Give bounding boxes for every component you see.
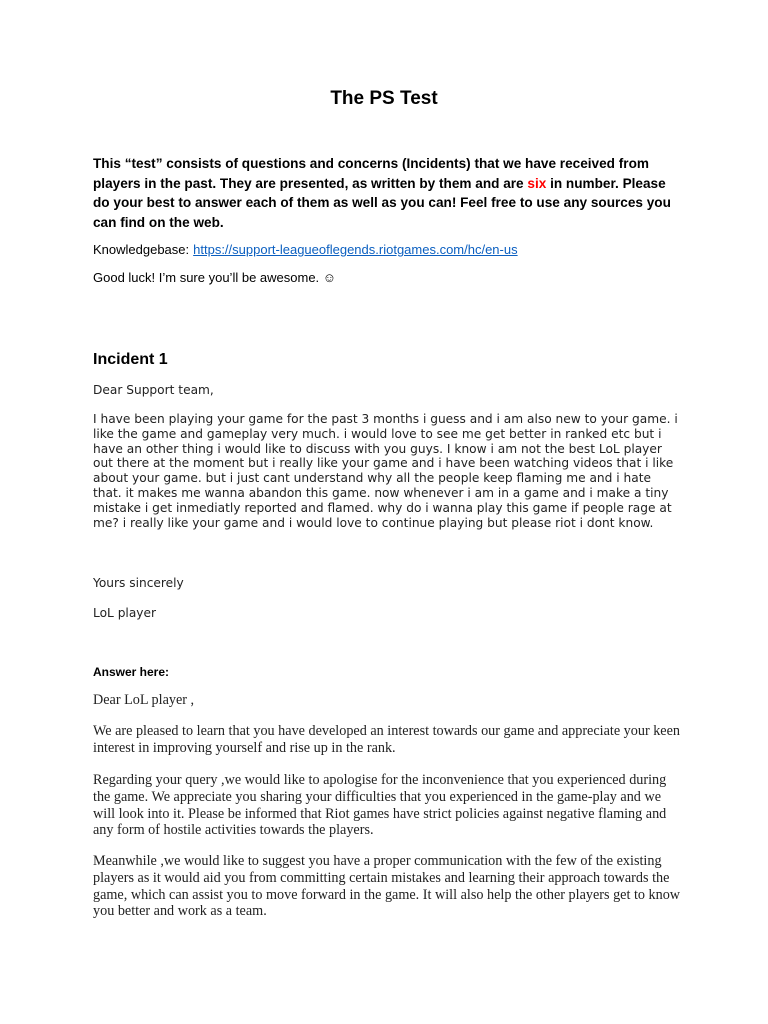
page-title: The PS Test <box>330 88 438 109</box>
knowledgebase-label: Knowledgebase: <box>93 242 190 257</box>
answer-paragraph: Meanwhile ,we would like to suggest you have a proper communication with the few of the existing players as it would aid you from committing certain mistakes and learning their approach towards the game, which can assist you to move forward in the game. It will also help the other players get to know you better and work as a team. <box>93 853 681 920</box>
letter-closing: Yours sincerely <box>93 576 184 590</box>
intro-highlight: six <box>527 175 547 191</box>
intro-paragraph <box>93 154 683 232</box>
answer-label: Answer here: <box>93 665 170 679</box>
knowledgebase-link[interactable]: https://support-leagueoflegends.riotgames.com/hc/en-us <box>193 242 518 257</box>
letter-signature: LoL player <box>93 606 157 620</box>
intro-text-1: This “test” consists of questions and concerns (Incidents) that we have received from players in the past. They are presented, as written by them and are <box>93 156 649 191</box>
answer-paragraph: We are pleased to learn that you have developed an interest towards our game and appreciate your keen interest in improving yourself and rise up in the rank. <box>93 723 680 756</box>
knowledgebase-line <box>93 241 693 258</box>
good-luck-text: Good luck! I’m sure you’ll be awesome. ☺ <box>93 270 337 285</box>
answer-paragraph: Regarding your query ,we would like to apologise for the inconvenience that you experienced during the game. We appreciate you sharing your difficulties that you experienced in the game-play and we will look into it. Please be informed that Riot games have strict policies against negative flaming and any form of hostile activities towards the players. <box>93 772 667 839</box>
answer-greeting: Dear LoL player , <box>93 692 195 708</box>
letter-greeting: Dear Support team, <box>93 383 214 397</box>
letter-body: I have been playing your game for the past 3 months i guess and i am also new to your game. i like the game and gameplay very much. i would love to see me get better in ranked etc but i have an other thing i would like to discuss with you guys. I know i am not the best LoL player out there at the moment but i really like your game and i have been watching videos that i like about your game. but i just cant understand why all the people keep flaming me and i hate that. it makes me wanna abandon this game. now whenever i am in a game and i make a tiny mistake i get inmediatly reported and flamed. why do i wanna play this game if people rage at me? i really like your game and i would love to continue playing but please riot i dont know. <box>93 412 678 530</box>
incident-title: Incident 1 <box>93 351 168 368</box>
intro-text-2: in number. Please do your best to answer each of them as well as you can! Feel free to use any sources you can find on the web. <box>93 175 671 230</box>
